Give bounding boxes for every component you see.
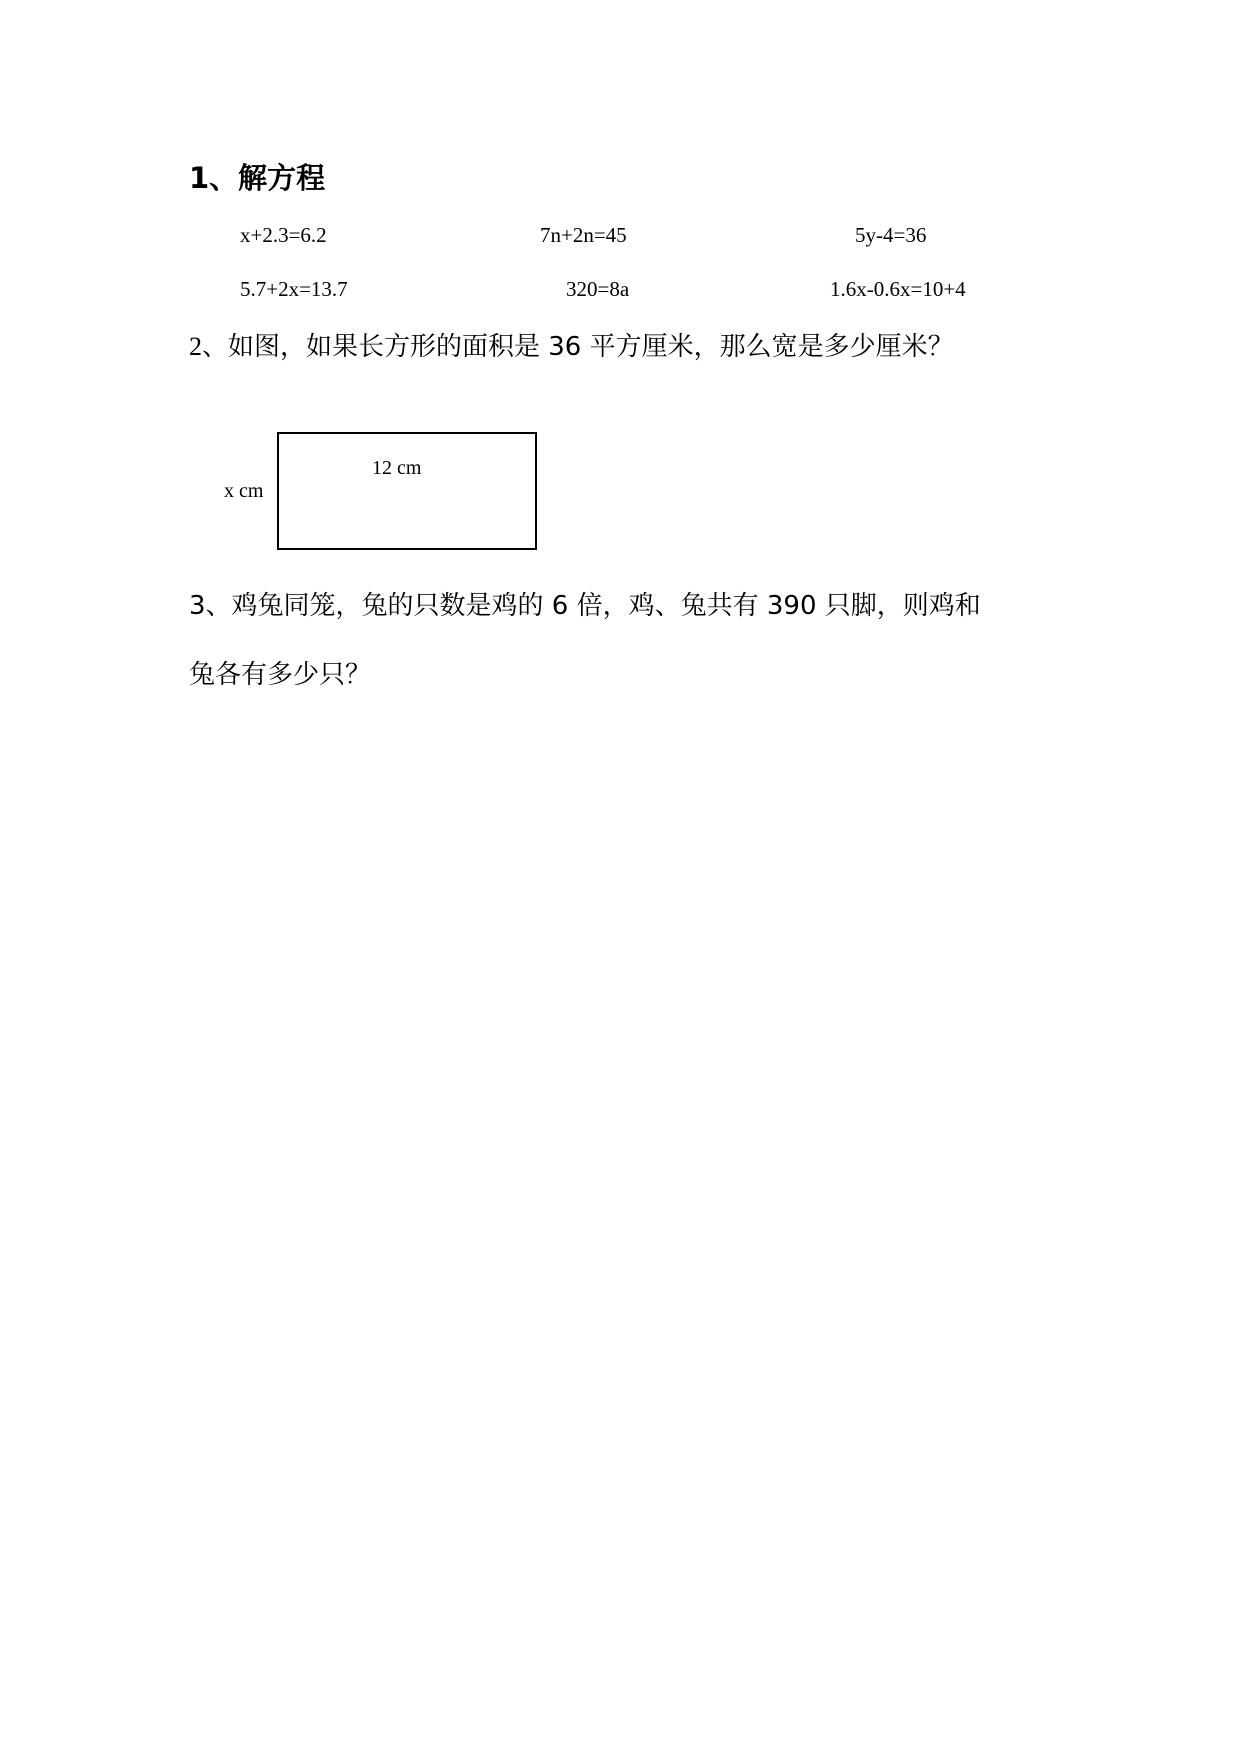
question-2-text xyxy=(189,327,954,367)
equation-5: 320=8a xyxy=(566,277,630,301)
equation-3: 5y-4=36 xyxy=(855,223,927,247)
question-2-number: 2 xyxy=(189,332,202,361)
question-2-body: 、如图，如果长方形的面积是 36 平方厘米，那么宽是多少厘米？ xyxy=(202,332,954,362)
equation-2: 7n+2n=45 xyxy=(540,223,627,247)
rectangle-figure xyxy=(277,432,537,550)
question-1-heading: 1、解方程 xyxy=(189,161,326,195)
equation-4: 5.7+2x=13.7 xyxy=(240,277,348,301)
rectangle-width-label: x cm xyxy=(224,480,264,502)
equation-1: x+2.3=6.2 xyxy=(240,223,327,247)
equation-6: 1.6x-0.6x=10+4 xyxy=(830,277,966,301)
question-3-line-1: 3、鸡兔同笼，兔的只数是鸡的 6 倍，鸡、兔共有 390 只脚，则鸡和 xyxy=(189,591,981,621)
rectangle-length-label: 12 cm xyxy=(372,457,422,479)
question-3-line-2: 兔各有多少只？ xyxy=(189,660,372,690)
